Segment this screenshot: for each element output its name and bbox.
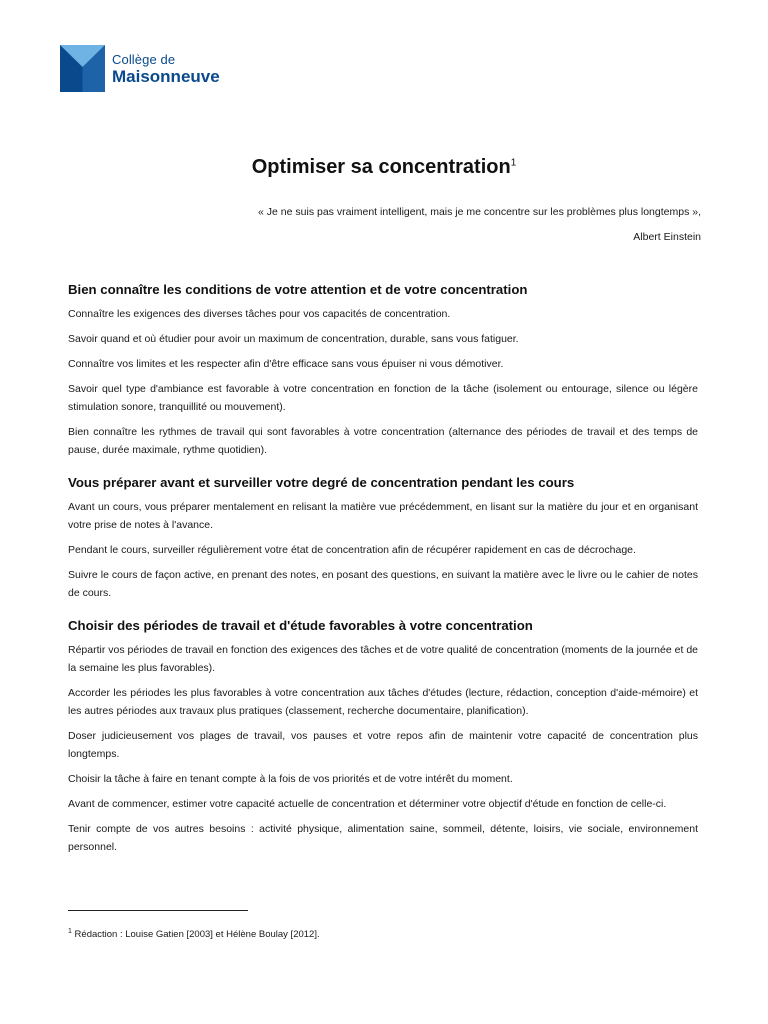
page-title-text: Optimiser sa concentration <box>251 156 511 178</box>
title-footnote-ref: 1 <box>510 157 517 169</box>
paragraph: Accorder les périodes les plus favorables à votre concentration aux tâches d'études (lecture, rédaction, conception d'aide-mémoire) et les autres périodes aux travaux plus pratiques (classement, recherche documentaire, planification). <box>68 687 698 717</box>
paragraph: Savoir quel type d'ambiance est favorable à votre concentration en fonction de la tâche (isolement ou entourage, silence ou légère stimulation sonore, tranquillité ou mouvement). <box>68 383 698 413</box>
section-study-periods <box>68 618 698 856</box>
page-title <box>0 156 768 179</box>
paragraph: Tenir compte de vos autres besoins : activité physique, alimentation saine, sommeil, détente, loisirs, vie sociale, environnement personnel. <box>68 823 698 853</box>
section-heading: Choisir des périodes de travail et d'étude favorables à votre concentration <box>68 618 533 633</box>
college-logo <box>60 45 240 95</box>
paragraph: Connaître vos limites et les respecter afin d'être efficace sans vous épuiser ni vous démotiver. <box>68 358 504 370</box>
section-attention-conditions <box>68 282 698 459</box>
footnote-divider <box>68 910 248 911</box>
paragraph: Suivre le cours de façon active, en prenant des notes, en posant des questions, en suivant la matière avec le livre ou le cahier de notes de cours. <box>68 569 698 599</box>
logo-line-maisonneuve: Maisonneuve <box>112 67 220 86</box>
paragraph: Avant de commencer, estimer votre capacité actuelle de concentration et déterminer votre objectif d'étude en fonction de celle-ci. <box>68 798 667 810</box>
college-logo-mark-icon <box>60 45 105 92</box>
footnote-marker: 1 <box>68 928 72 935</box>
college-logo-text <box>112 53 220 85</box>
section-course-preparation <box>68 475 698 602</box>
paragraph: Choisir la tâche à faire en tenant compte à la fois de vos priorités et de votre intérêt du moment. <box>68 773 513 785</box>
main-content <box>68 282 698 872</box>
epigraph-author: Albert Einstein <box>633 231 701 243</box>
logo-line-college-de: Collège de <box>112 52 176 67</box>
section-heading: Bien connaître les conditions de votre attention et de votre concentration <box>68 282 528 297</box>
epigraph-quote: « Je ne suis pas vraiment intelligent, mais je me concentre sur les problèmes plus longtemps », <box>258 206 701 218</box>
paragraph: Répartir vos périodes de travail en fonction des exigences des tâches et de votre qualité de concentration (moments de la journée et de la semaine les plus favorables). <box>68 644 698 674</box>
paragraph: Doser judicieusement vos plages de travail, vos pauses et votre repos afin de maintenir votre capacité de concentration plus longtemps. <box>68 730 698 760</box>
footnote-text: Rédaction : Louise Gatien [2003] et Hélène Boulay [2012]. <box>71 929 320 941</box>
paragraph: Savoir quand et où étudier pour avoir un maximum de concentration, durable, sans vous fatiguer. <box>68 333 519 345</box>
paragraph: Connaître les exigences des diverses tâches pour vos capacités de concentration. <box>68 308 451 320</box>
footnote <box>68 928 320 940</box>
paragraph: Bien connaître les rythmes de travail qui sont favorables à votre concentration (alternance des périodes de travail et des temps de pause, durée maximale, rythme quotidien). <box>68 426 698 456</box>
paragraph: Pendant le cours, surveiller régulièrement votre état de concentration afin de récupérer rapidement en cas de décrochage. <box>68 544 636 556</box>
paragraph: Avant un cours, vous préparer mentalement en relisant la matière vue précédemment, en lisant sur la matière du jour et en organisant votre prise de notes à l'avance. <box>68 501 698 531</box>
section-heading: Vous préparer avant et surveiller votre degré de concentration pendant les cours <box>68 475 575 490</box>
